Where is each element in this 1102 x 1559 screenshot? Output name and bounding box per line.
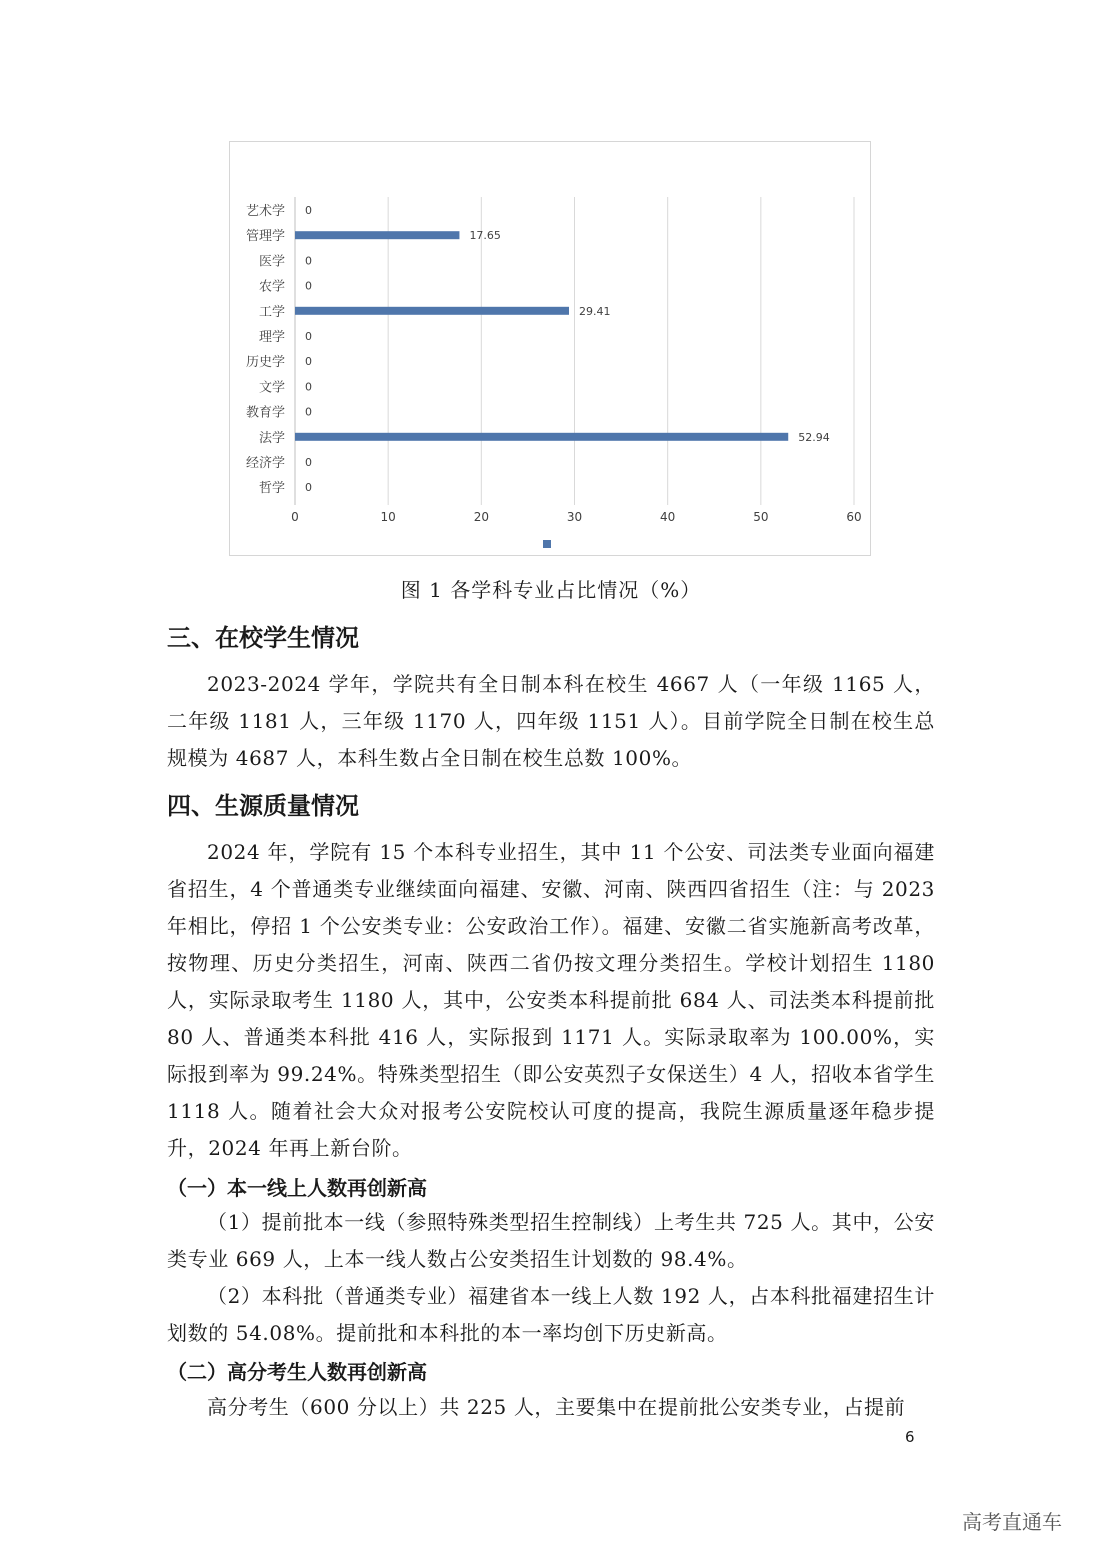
watermark: 高考直通车 [962, 1510, 1062, 1534]
category-label: 文学 [258, 380, 285, 396]
section-4-paragraph: 2024 年，学院有 15 个本科专业招生，其中 11 个公安、司法类专业面向福建省招生，4 个普通类专业继续面向福建、安徽、河南、陕西四省招生（注：与 2023 年相比，停招 1 个公安类专业：公安政治工作）。福建、安徽二省实施新高考改革，按物理、历史分类招生，河南、陕西二省仍按文理分类招生。学校计划招生 1180 人，实际录取考生 1180 人，其中，公安类本科提前批 684 人、司法类本科提前批 80 人、普通类本科批 416 人，实际报到 1171 人。实际录取率为 100.00%，实际报到率为 99.24%。特殊类型招生（即公安英烈子女保送生）4 人，招收本省学生 1118 人。随着社会大众对报考公安院校认可度的提高，我院生源质量逐年稳步提升，2024 年再上新台阶。 [167, 840, 935, 1160]
figure-caption: 图 1 各学科专业占比情况（%） [400, 578, 702, 602]
subsection-1-paragraph-2: （2）本科批（普通类专业）福建省本一线上人数 192 人，占本科批福建招生计划数的 54.08%。提前批和本科批的本一率均创下历史新高。 [167, 1284, 935, 1345]
x-tick-label: 10 [380, 510, 396, 524]
x-tick-label: 60 [846, 510, 862, 524]
category-label: 农学 [258, 279, 285, 295]
bar [295, 433, 788, 441]
data-label: 0 [305, 254, 312, 268]
category-label: 理学 [258, 330, 285, 345]
data-label: 0 [305, 330, 312, 343]
category-label: 教育学 [245, 405, 285, 421]
chart-frame [229, 141, 871, 556]
category-label: 艺术学 [245, 204, 285, 219]
category-label: 历史学 [245, 355, 285, 371]
data-label: 0 [305, 380, 312, 394]
bar-chart [230, 142, 872, 557]
data-label: 52.94 [798, 430, 830, 444]
data-label: 0 [305, 204, 312, 217]
subsection-1-title: （一）本一线上人数再创新高 [167, 1176, 427, 1200]
x-tick-label: 50 [753, 510, 769, 524]
category-label: 管理学 [245, 229, 285, 245]
data-label: 17.65 [469, 229, 501, 243]
category-label: 医学 [258, 254, 285, 270]
subsection-1-paragraph-1: （1）提前批本一线（参照特殊类型招生控制线）上考生共 725 人。其中，公安类专业 669 人，上本一线人数占公安类招生计划数的 98.4%。 [167, 1210, 935, 1271]
category-label: 法学 [258, 430, 285, 446]
data-label: 0 [305, 405, 312, 419]
section-4-title: 四、生源质量情况 [167, 792, 359, 820]
x-tick-label: 0 [291, 510, 299, 524]
subsection-2-title: （二）高分考生人数再创新高 [167, 1360, 427, 1384]
legend-marker [543, 540, 551, 548]
data-label: 0 [305, 355, 312, 369]
x-tick-label: 20 [473, 510, 489, 524]
x-tick-label: 40 [660, 510, 676, 524]
category-label: 工学 [258, 304, 285, 320]
section-3-title: 三、在校学生情况 [167, 624, 359, 652]
page-number: 6 [905, 1428, 915, 1446]
subsection-2-paragraph: 高分考生（600 分以上）共 225 人，主要集中在提前批公安类专业，占提前 [207, 1395, 906, 1419]
x-tick-label: 30 [566, 510, 583, 524]
data-label: 29.41 [579, 304, 611, 318]
bar [295, 307, 569, 315]
data-label: 0 [305, 279, 312, 293]
data-label: 0 [305, 456, 312, 469]
data-label: 0 [305, 481, 312, 495]
bar [295, 231, 459, 239]
category-label: 哲学 [258, 481, 285, 497]
section-3-paragraph: 2023-2024 学年，学院共有全日制本科在校生 4667 人（一年级 1165 人，二年级 1181 人，三年级 1170 人，四年级 1151 人）。目前学院全日制在校生总规模为 4687 人，本科生数占全日制在校生总数 100%。 [167, 672, 935, 770]
category-label: 经济学 [245, 456, 285, 471]
